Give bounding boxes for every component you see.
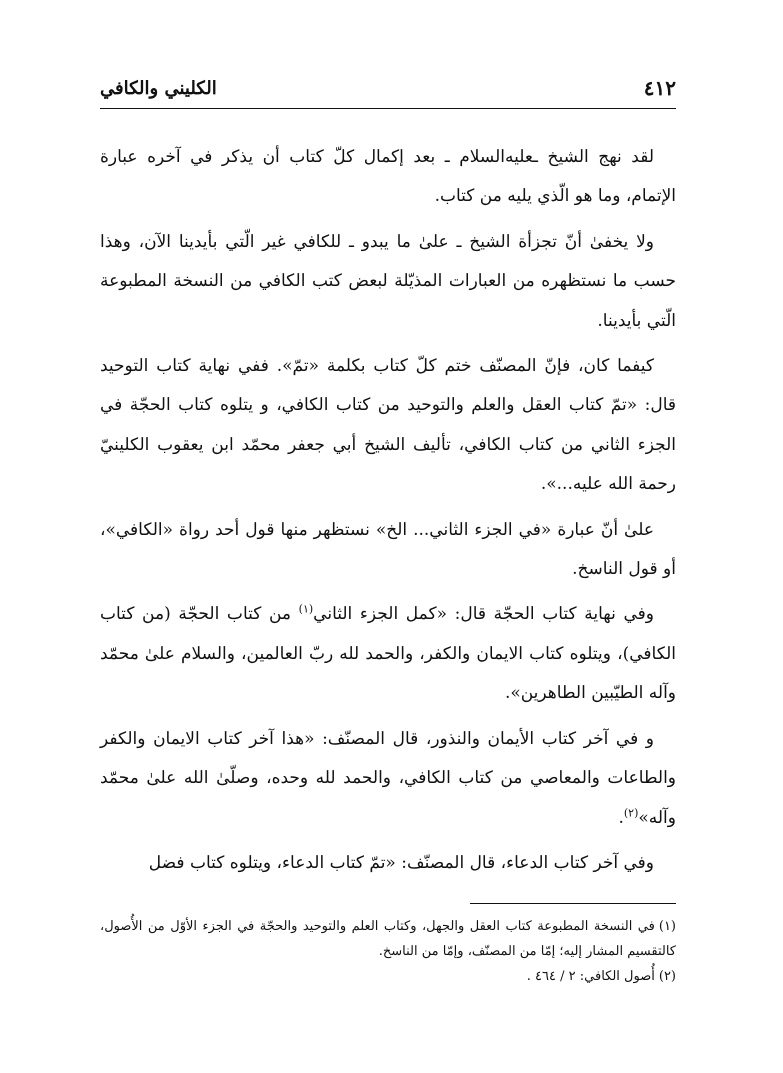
footnote-number: (٢) bbox=[658, 969, 676, 984]
running-title: الكليني والكافي bbox=[100, 77, 217, 99]
page-header bbox=[100, 70, 676, 106]
main-text bbox=[100, 138, 676, 889]
footnote-ref[interactable]: (١) bbox=[298, 602, 314, 616]
footnote-number: (١) bbox=[658, 919, 676, 934]
paragraph: ولا يخفىٰ أنّ تجزأة الشيخ ـ علىٰ ما يبدو ـ للكافي غير الّتي بأيدينا الآن، وهذا حسب ما نستظهره من العبارات المذيّلة لبعض كتب الكافي من النسخة المطبوعة الّتي بأيدينا. bbox=[100, 231, 676, 331]
paragraph: كيفما كان، فإنّ المصنّف ختم كلّ كتاب بكلمة «تمّ». ففي نهاية كتاب التوحيد قال: «تمّ كتاب العقل والعلم والتوحيد من كتاب الكافي، و يتلوه كتاب الحجّة في الجزء الثاني من كتاب الكافي، تأليف الشيخ أبي جعفر محمّد ابن يعقوب الكلينيّ رحمة الله عليه...». bbox=[100, 356, 676, 495]
paragraph: لقد نهج الشيخ ـعليه‌السلام ـ بعد إكمال كلّ كتاب أن يذكر في آخره عبارة الإتمام، وما هو الّذي يليه من كتاب. bbox=[100, 147, 676, 207]
footnote-text: أُصول الكافي: ٢ / ٤٦٤ . bbox=[526, 969, 655, 984]
footnote bbox=[100, 964, 676, 989]
paragraph bbox=[100, 595, 676, 713]
footnote-text: في النسخة المطبوعة كتاب العقل والجهل، وكتاب العلم والتوحيد والحجّة في الجزء الأوّل من الأُصول، كالتقسيم المشار إليه؛ إمّا من المصنّف، وإمّا من الناسخ. bbox=[100, 919, 676, 959]
footnote-separator bbox=[470, 903, 676, 904]
paragraph-text: وفي نهاية كتاب الحجّة قال: «كمل الجزء الثاني bbox=[313, 604, 654, 625]
paragraph-text: و في آخر كتاب الأيمان والنذور، قال المصنّف: «هذا آخر كتاب الايمان والكفر والطاعات والمعاصي من كتاب الكافي، والحمد لله وحده، وصلّىٰ الله علىٰ محمّد وآله» bbox=[100, 728, 676, 828]
paragraph bbox=[100, 720, 676, 838]
footnote bbox=[100, 914, 676, 964]
footnote-ref[interactable]: (٢) bbox=[623, 805, 639, 819]
page-number: ٤١٢ bbox=[643, 76, 676, 100]
paragraph: وفي آخر كتاب الدعاء، قال المصنّف: «تمّ كتاب الدعاء، ويتلوه كتاب فضل bbox=[148, 852, 654, 873]
paragraph-text: من كتاب الحجّة (من كتاب الكافي)، ويتلوه كتاب الايمان والكفر، والحمد لله ربّ العالمين، والسلام علىٰ محمّد وآله الطيّبين الطاهرين». bbox=[100, 604, 676, 704]
footnotes bbox=[100, 914, 676, 989]
paragraph-text: . bbox=[618, 807, 624, 828]
header-rule bbox=[100, 108, 676, 109]
paragraph: علىٰ أنّ عبارة «في الجزء الثاني... الخ» نستظهر منها قول أحد رواة «الكافي»، أو قول الناسخ. bbox=[100, 519, 676, 580]
